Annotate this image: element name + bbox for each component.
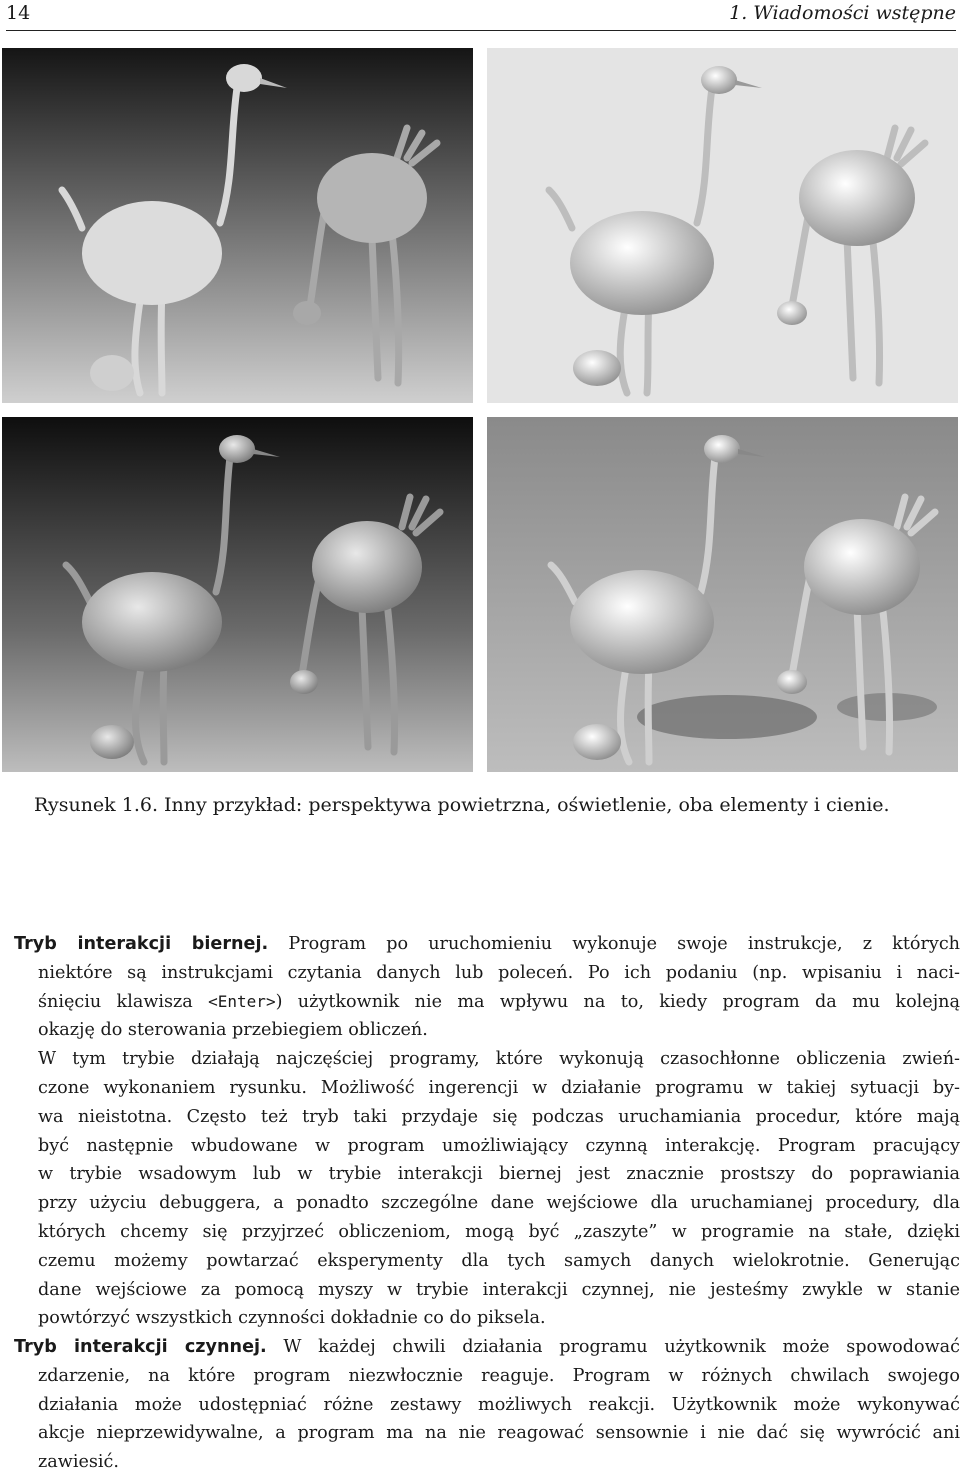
ostrich-scene-4 [487, 417, 958, 772]
section-heading-active: Tryb interakcji czynnej. [14, 1337, 267, 1357]
enter-key-label: <Enter> [208, 991, 276, 1011]
ostrich-scene-3 [2, 417, 473, 772]
ostrich-scene-1 [2, 48, 473, 403]
section-heading-passive: Tryb interakcji biernej. [14, 934, 269, 954]
ostrich-scene-2 [487, 48, 958, 403]
chapter-title: 1. Wiadomości wstępne [729, 2, 956, 24]
figure-panel-shadows [487, 417, 958, 772]
figure-panel-both-elements [2, 417, 473, 772]
figure-caption: Rysunek 1.6. Inny przykład: perspektywa powietrzna, oświetlenie, oba elementy i cienie. [34, 794, 890, 816]
figure-panel-aerial-perspective [2, 48, 473, 403]
paragraph-passive-interaction: Tryb interakcji biernej. Program po uruchomieniu wykonuje swoje instrukcje, z których niektóre są instrukcjami czytania danych lub poleceń. Po ich podaniu (np. wpisaniu i naci- śnięciu klawisza <Enter>) użytkownik nie ma wpływu na to, kiedy program da mu kolejną okazję do sterowania przebiegiem obliczeń. W tym trybie działają najczęściej programy, które wykonują czasochłonne obliczenia zwień- czone wykonaniem rysunku. Możliwość ingerencji w działanie programu w takiej sytuacji by- wa nieistotna. Często też tryb taki przydaje się podczas uruchamiania procedur, które mają być następnie wbudowane w program umożliwiający czynną interakcję. Program pracujący w trybie wsadowym lub w trybie interakcji biernej jest znacznie prostszy do poprawiania przy użyciu debuggera, a ponadto szczególne dane wejściowe dla uruchamianej procedury, dla których chcemy się przyjrzeć obliczeniom, mogą być „zaszyte” w programie na stałe, dzięki czemu możemy powtarzać eksperymenty dla tych samych danych wielokrotnie. Generując dane wejściowe za pomocą myszy w trybie interakcji czynnej, nie jesteśmy zwykle w stanie powtórzyć wszystkich czynności dokładnie co do piksela. [14, 934, 960, 1329]
paragraph-active-interaction: Tryb interakcji czynnej. W każdej chwili działania programu użytkownik może spowodować zdarzenie, na które program niezwłocznie reaguje. Program w różnych chwilach swojego działania może udostępniać różne zestawy możliwych reakcji. Użytkownik może wykonywać akcje nieprzewidywalne, a program ma na nie reagować sensownie i nie dać się wywrócić ani zawiesić. [14, 1337, 960, 1473]
page-number: 14 [6, 2, 31, 24]
page-header [6, 0, 956, 31]
figure-panel-lighting [487, 48, 958, 403]
